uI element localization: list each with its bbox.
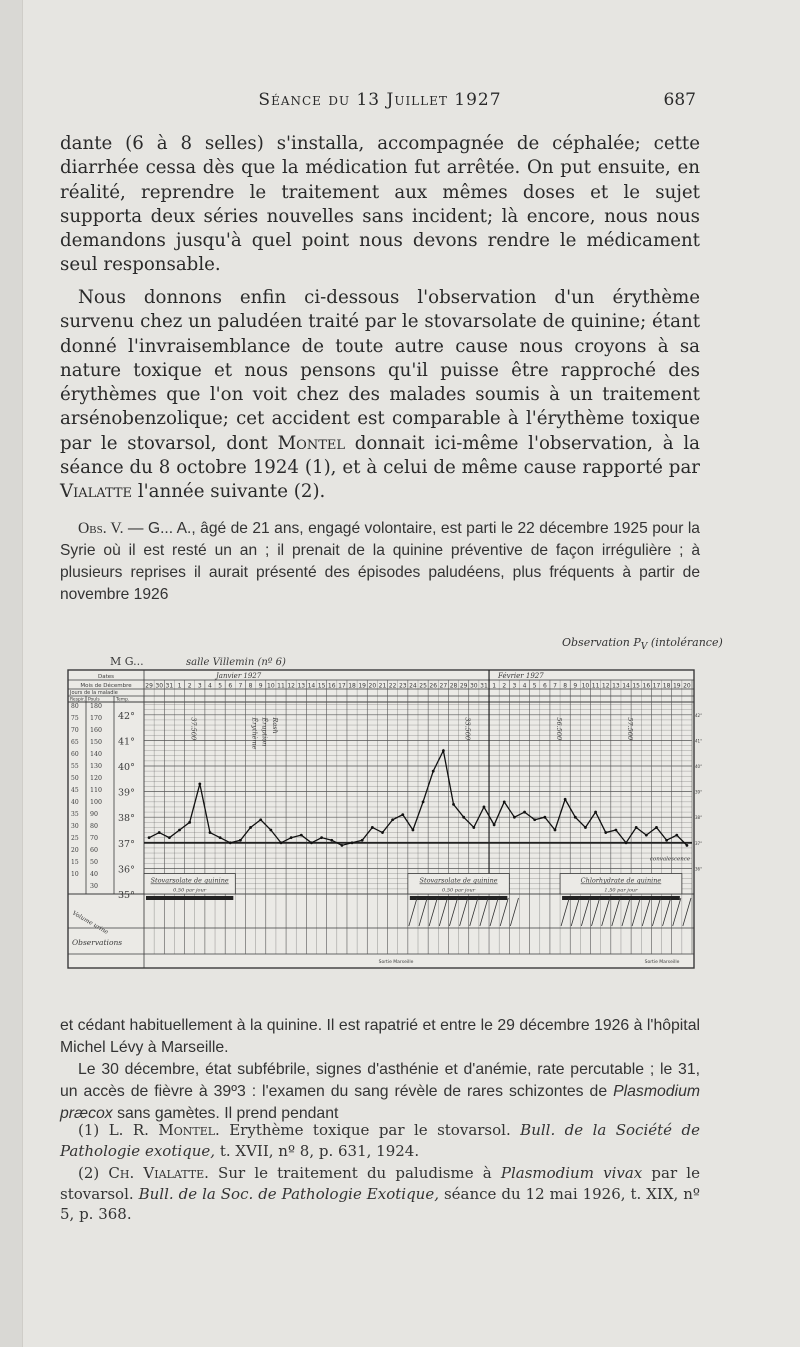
pulse-tick: 70 — [90, 835, 99, 842]
day-label: 31 — [165, 682, 174, 690]
day-label: 24 — [409, 682, 417, 690]
footnote-2-ref: séance du 12 mai 1926, t. XIX, nº 5, p. 368. — [60, 1184, 700, 1223]
temperature-chart-svg — [66, 652, 703, 972]
vertical-note: Rash — [270, 717, 279, 734]
treatment-label: Stovarsolate de quinine — [150, 876, 229, 885]
page-gutter — [0, 0, 23, 1347]
resp-tick: 55 — [71, 763, 79, 770]
footnote-1-author: L. R. Montel. — [108, 1121, 220, 1139]
day-label: 25 — [419, 682, 427, 690]
temperature-point — [239, 839, 242, 842]
temperature-point — [269, 829, 272, 832]
temperature-point — [655, 826, 658, 829]
treatment-bar — [146, 896, 233, 900]
day-label: 19 — [672, 682, 681, 690]
treatment-dose: 0,50 par jour — [442, 887, 476, 894]
temperature-point — [665, 839, 668, 842]
resp-tick: 15 — [71, 859, 79, 866]
day-label: 30 — [155, 682, 164, 690]
day-label: 14 — [622, 682, 630, 690]
pulse-tick: 150 — [90, 739, 103, 746]
vertical-note: 56.500 — [555, 717, 563, 741]
pulse-tick: 50 — [90, 859, 99, 866]
month-january: Janvier 1927 — [216, 672, 262, 680]
pulse-tick: 40 — [90, 871, 99, 878]
temperature-point — [401, 813, 404, 816]
right-temp-tick: 37° — [695, 840, 703, 846]
sortie-label-1: Sortie Marseille — [378, 960, 414, 965]
temperature-point — [168, 836, 171, 839]
temperature-point — [442, 749, 445, 752]
text-after-chart — [60, 1015, 700, 1125]
temperature-point — [483, 806, 486, 809]
day-label: 29 — [145, 682, 153, 690]
day-label: 4 — [208, 682, 212, 690]
temp-tick: 35° — [118, 890, 135, 901]
day-label: 3 — [512, 682, 517, 690]
day-label: 3 — [197, 682, 202, 690]
resp-tick: 80 — [71, 703, 79, 710]
temperature-point — [645, 834, 648, 837]
intolerance-label: (intolérance) — [650, 636, 723, 649]
footnote-1-ref: t. XVII, nº 8, p. 631, 1924. — [219, 1141, 420, 1160]
page-header — [60, 90, 700, 116]
after-paragraph-2 — [60, 1059, 700, 1125]
temperature-point — [148, 836, 151, 839]
footnote-2-num: (2) — [78, 1164, 100, 1182]
day-label: 9 — [573, 682, 578, 690]
vertical-note: 33.500 — [463, 717, 472, 741]
resp-tick: 30 — [71, 823, 79, 830]
temperature-point — [188, 821, 191, 824]
temperature-point — [259, 818, 262, 821]
day-label: 26 — [429, 682, 438, 690]
day-label: 22 — [388, 682, 397, 690]
row-volume-label: Volume urine — [71, 909, 110, 936]
patient-label: M G... — [110, 655, 144, 668]
day-label: 30 — [469, 682, 478, 690]
after-paragraph-1: et cédant habituellement à la quinine. Il est rapatrié et entre le 29 décembre 1926 à l'hôpital Michel Lévy à Marseille. — [60, 1017, 700, 1056]
day-label: 20 — [368, 682, 377, 690]
temp-tick: 42° — [118, 710, 135, 722]
observation-subscript: V — [640, 641, 648, 653]
paragraph-2 — [60, 286, 700, 505]
day-label: 28 — [449, 682, 458, 690]
paragraph-1: dante (6 à 8 selles) s'installa, accompagnée de céphalée; cette diarrhée cessa dès que la médication fut arrêtée. On put ensuite, en réalité, reprendre le traitement aux mêmes doses et le sujet supporta deux séries nouvelles sans incident; là encore, nous nous demandons jusqu'à quel point nous devons rendre le médicament seul responsable. — [60, 133, 700, 276]
temperature-point — [209, 831, 212, 834]
day-label: 2 — [187, 682, 192, 690]
day-label: 7 — [238, 682, 243, 690]
paragraph-2-b: donnait ici-même l'observation, à la séance du 8 octobre 1924 (1), et à celui de même cause rapporté par — [60, 432, 700, 479]
resp-tick: 45 — [71, 787, 79, 794]
temperature-point — [198, 783, 201, 786]
row-observations-label: Observations — [72, 938, 123, 947]
right-temp-tick: 39° — [695, 789, 703, 795]
day-label: 10 — [581, 682, 590, 690]
temperature-point — [351, 841, 354, 844]
temperature-point — [361, 839, 364, 842]
resp-tick: 25 — [71, 835, 79, 842]
treatment-label: Stovarsolate de quinine — [419, 876, 498, 885]
temperature-point — [290, 836, 293, 839]
footnote-1-text: Erythème toxique par le stovarsol. — [229, 1121, 511, 1139]
day-label: 21 — [378, 682, 387, 690]
resp-tick: 50 — [71, 775, 79, 782]
day-label: 19 — [358, 682, 367, 690]
day-label: 12 — [601, 682, 610, 690]
day-label: 16 — [327, 682, 336, 690]
treatment-dose: 0,50 par jour — [173, 887, 207, 894]
temperature-point — [462, 816, 465, 819]
pulse-tick: 130 — [90, 763, 103, 770]
after-paragraph-2-b: sans gamètes. Il prend pendant — [117, 1105, 339, 1122]
day-label: 10 — [267, 682, 275, 690]
temperature-point — [574, 816, 577, 819]
temperature-point — [503, 800, 506, 803]
day-label: 11 — [277, 682, 285, 690]
day-label: 17 — [652, 682, 661, 690]
day-label: 8 — [563, 682, 568, 690]
day-label: 29 — [459, 682, 468, 690]
temperature-point — [330, 839, 333, 842]
temperature-point — [310, 841, 313, 844]
right-temp-tick: 38° — [695, 815, 703, 821]
temperature-point — [412, 829, 415, 832]
footnote-1 — [60, 1120, 700, 1161]
paragraph-2-c: l'année suivante (2). — [137, 481, 326, 503]
pulse-tick: 140 — [90, 751, 103, 758]
temperature-point — [675, 834, 678, 837]
pulse-tick: 110 — [90, 787, 103, 794]
species-praecox: Plasmodium præcox — [60, 1083, 701, 1122]
resp-tick: 35 — [71, 811, 79, 818]
pulse-tick: 160 — [90, 727, 103, 734]
observation-label — [562, 636, 723, 652]
treatment-label: Chlorhydrate de quinine — [580, 876, 662, 885]
temperature-point — [422, 800, 425, 803]
vertical-note: Érythème — [250, 717, 259, 750]
footnote-2-text2: par le stovarsol. — [60, 1164, 700, 1203]
day-label: 20 — [683, 682, 691, 690]
day-label: 18 — [348, 682, 356, 690]
right-temp-tick: 41° — [695, 738, 703, 744]
day-label: 9 — [258, 682, 263, 690]
convalescence-label: convalescence — [649, 856, 691, 863]
day-label: 1 — [492, 682, 497, 690]
running-title: Séance du 13 Juillet 1927 — [258, 90, 502, 110]
pulse-tick: 90 — [90, 811, 99, 818]
temp-tick: 40° — [118, 762, 135, 773]
temperature-point — [300, 834, 303, 837]
temperature-point — [381, 831, 384, 834]
author-vialatte: Vialatte — [60, 481, 133, 503]
temperature-point — [249, 826, 252, 829]
day-label: 7 — [553, 682, 557, 690]
temp-tick: 36° — [118, 864, 135, 876]
footnote-1-journal: Bull. de la Société de Pathologie exotique, — [60, 1121, 700, 1160]
temperature-point — [594, 811, 597, 814]
pulse-tick: 180 — [90, 703, 103, 710]
footnote-2-author: Ch. Vialatte. — [108, 1164, 209, 1182]
treatment-dose: 1,50 par jour — [604, 887, 638, 894]
day-label: 27 — [439, 682, 448, 690]
temp-tick: 38° — [118, 813, 135, 825]
ward-label: salle Villemin (nº 6) — [186, 657, 286, 668]
day-label: 16 — [642, 682, 651, 690]
vertical-note: 57.500 — [626, 717, 635, 741]
temperature-point — [280, 841, 283, 844]
temperature-point — [219, 836, 222, 839]
temperature-point — [229, 841, 232, 844]
footnote-2-text: Sur le traitement du paludisme à — [218, 1164, 492, 1182]
pulse-tick: 80 — [90, 823, 99, 830]
temperature-point — [564, 798, 567, 801]
row-date-label: Dates — [97, 674, 115, 680]
day-label: 4 — [522, 682, 527, 690]
day-label: 15 — [317, 682, 326, 690]
row-month-label: Mois de Décembre — [80, 683, 132, 689]
day-label: 18 — [662, 682, 671, 690]
temperature-point — [604, 831, 607, 834]
day-label: 12 — [287, 682, 295, 690]
observation-paragraph — [60, 518, 700, 606]
day-label: 6 — [542, 682, 547, 690]
resp-tick: 10 — [71, 871, 79, 878]
day-label: 23 — [398, 682, 407, 690]
pulse-tick: 170 — [90, 715, 103, 722]
footnote-2-species: Plasmodium vivax — [500, 1164, 643, 1182]
observation-lead: Obs. V. — [78, 520, 124, 537]
temp-tick: 37° — [118, 838, 135, 850]
day-label: 5 — [218, 682, 223, 690]
vertical-note: 37.500 — [189, 717, 198, 741]
footnotes — [60, 1120, 700, 1227]
treatment-bar — [562, 896, 680, 900]
temperature-point — [533, 818, 536, 821]
temp-tick: 41° — [118, 736, 135, 748]
temperature-point — [320, 836, 323, 839]
resp-tick: 65 — [71, 739, 79, 746]
col-head-resp: Respir. — [70, 697, 86, 703]
resp-tick: 70 — [71, 727, 79, 734]
temperature-point — [686, 844, 689, 847]
treatment-bar — [410, 896, 507, 900]
pulse-tick: 100 — [90, 799, 103, 806]
day-label: 6 — [228, 682, 233, 690]
month-february: Février 1927 — [498, 672, 544, 680]
col-head-pulse: Pouls — [88, 697, 100, 703]
temperature-point — [472, 826, 475, 829]
day-label: 13 — [612, 682, 620, 690]
day-label: 1 — [177, 682, 182, 690]
day-label: 8 — [248, 682, 253, 690]
col-head-temp: Temp. — [116, 697, 130, 703]
day-label: 14 — [307, 682, 316, 690]
day-label: 15 — [632, 682, 641, 690]
temperature-point — [432, 770, 435, 773]
footnote-2-journal: Bull. de la Soc. de Pathologie Exotique, — [138, 1184, 439, 1203]
temp-tick: 39° — [118, 787, 135, 799]
temperature-point — [340, 844, 343, 847]
day-label: 11 — [591, 682, 600, 690]
day-label: 2 — [502, 682, 507, 690]
temperature-point — [493, 823, 496, 826]
right-temp-tick: 40° — [695, 764, 703, 769]
temperature-point — [543, 816, 546, 819]
day-label: 5 — [532, 682, 537, 690]
footnote-2 — [60, 1163, 700, 1225]
resp-tick: 20 — [71, 847, 79, 854]
right-temp-tick: 42° — [695, 712, 703, 718]
day-label: 31 — [480, 682, 488, 690]
pulse-tick: 60 — [90, 847, 99, 854]
temperature-point — [614, 829, 617, 832]
temperature-point — [452, 803, 455, 806]
resp-tick: 75 — [71, 715, 79, 722]
temperature-point — [635, 826, 638, 829]
temperature-chart — [66, 652, 703, 972]
temperature-point — [371, 826, 374, 829]
temperature-point — [513, 816, 516, 819]
resp-tick: 40 — [71, 799, 79, 806]
day-label: 13 — [297, 682, 306, 690]
day-label: 17 — [338, 682, 346, 690]
right-temp-tick: 36° — [695, 866, 703, 872]
paragraph-2-a: Nous donnons enfin ci-dessous l'observation d'un érythème survenu chez un paludéen traité par le stovarsolate de quinine; étant donné l'invraisemblance de toute autre cause nous croyons à sa nature toxique et nous pensons qu'il puisse être rapproché des érythèmes que l'on voit chez des malades soumis à un traitement arsénobenzolique; cet accident est comparable à l'érythème toxique par le stovarsol, dont — [60, 287, 700, 454]
temperature-point — [158, 831, 161, 834]
pulse-tick: 120 — [90, 775, 103, 782]
sortie-label-2: Sortie Marseille — [644, 960, 680, 965]
author-montel: Montel — [277, 432, 346, 454]
temperature-point — [584, 826, 587, 829]
row-illness-day-label: Jours de la maladie — [70, 690, 118, 696]
pulse-tick: 30 — [90, 883, 99, 890]
temperature-point — [523, 811, 526, 814]
temperature-point — [554, 829, 557, 832]
observation-label-text: Observation P — [562, 636, 641, 649]
page-number: 687 — [663, 90, 696, 110]
temperature-point — [178, 829, 181, 832]
observation-text: — G... A., âgé de 21 ans, engagé volontaire, est parti le 22 décembre 1925 pour la Syrie où il est resté un an ; il prenait de la quinine préventive de façon irrégulière ; à plusieurs reprises il aurait présenté des épisodes paludéens, plus fréquents à partir de novembre 1926 — [60, 520, 700, 603]
vertical-note: Éruption — [260, 717, 269, 747]
footnote-1-num: (1) — [78, 1121, 100, 1139]
temperature-point — [391, 818, 394, 821]
after-paragraph-2-a: Le 30 décembre, état subfébrile, signes d'asthénie et d'anémie, rate percutable ; le 31, un accès de fièvre à 39º3 : l'examen du sang révèle de rares schizontes de — [60, 1061, 700, 1100]
temperature-point — [625, 841, 628, 844]
resp-tick: 60 — [71, 751, 79, 758]
